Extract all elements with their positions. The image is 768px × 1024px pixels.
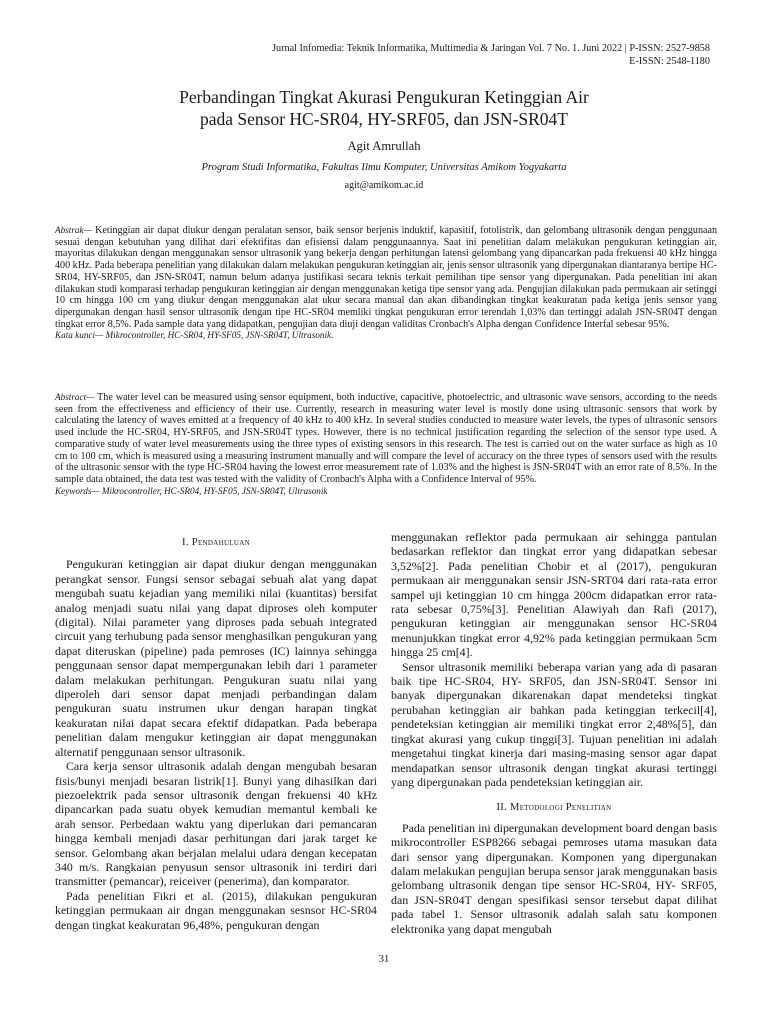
title-line-2: pada Sensor HC-SR04, HY-SRF05, dan JSN-SR04T: [199, 109, 568, 129]
keywords-label: Keywords—: [55, 485, 100, 496]
abstrak-paragraph: [55, 225, 717, 330]
author-affiliation: Program Studi Informatika, Fakultas Ilmu Komputer, Universitas Amikom Yogyakarta: [201, 162, 567, 173]
abstrak-label: Abstrak—: [55, 225, 92, 235]
journal-line-2: E-ISSN: 2548-1180: [629, 56, 710, 67]
kata-kunci-text: Mikrocontroller, HC-SR04, HY-SF05, JSN-SR04T, Ultrasonik.: [103, 330, 334, 341]
column-right: [391, 530, 717, 936]
paragraph-continued: menggunakan reflektor pada permukaan air sehingga pantulan bedasarkan reflektor dan tingkat error yang didapatkan sebesar 3,52%[2]. Pada penelitian Chobir et al (2017), pengukuran permukaan air menggunakan sensir JSN-SRT04 dari rata-rata error sampel uji ketinggian 10 cm hingga 200cm didapatkan error rata-rata sebesar 0,75%[3]. Penelitian Alawiyah dan Rafi (2017), pengukuran ketinggian air menggunakan sensor HC-SR04 menunjukkan tingkat error 4,92% pada ketinggian permukaan 5cm hingga 25 cm[4].: [391, 530, 717, 660]
abstract-paragraph: [55, 392, 717, 486]
paper-title: [0, 86, 768, 130]
abstract-block: [55, 392, 717, 497]
abstract-label: Abstract—: [55, 392, 95, 402]
paragraph: Pada penelitian ini dipergunakan development board dengan basis mikrocontroller ESP8266 sebagai pemroses utama masukan data dari sensor yang dipergunakan. Komponen yang dipergunakan dalam melakukan pengujian berupa sensor jarak menggunakan basis gelombang ultrasonik dengan tipe sensor HC-SR04, HY- SRF05, dan JSN-SR04T dengan spesifikasi sensor tersebut dapat dilihat pada tabel 1. Sensor ultrasonik adalah salah satu komponen elektronika yang dapat mengubah: [391, 820, 717, 936]
section-heading-pendahuluan: I. Pendahuluan: [182, 537, 250, 548]
author-name: Agit Amrullah: [347, 139, 421, 153]
journal-line-1: Jurnal Infomedia: Teknik Informatika, Multimedia & Jaringan Vol. 7 No. 1. Juni 2022 | P-ISSN: 2527-9858: [272, 43, 710, 54]
keywords-text: Mikrocontroller, HC-SR04, HY-SF05, JSN-SR04T, Ultrasonik: [99, 485, 328, 496]
paragraph: Cara kerja sensor ultrasonik adalah dengan mengubah besaran fisis/bunyi menjadi besaran listrik[1]. Bunyi yang dihasilkan dari piezoelektrik pada sensor ultrasonik dengan frekuensi 40 kHz dipancarkan pada suatu obyek kemudian memantul kembali ke arah sensor. Perbedaan waktu yang diperlukan dari pemancaran hingga kembali menjadi dasar perhitungan dari jarak target ke sensor. Gelombang akan berjalan melalui udara dengan kecepatan 340 m/s. Rangkaian penyusun sensor ultrasonik ini terdiri dari transmitter (pemancar), reiceiver (penerima), dan komparator.: [55, 759, 377, 889]
abstract-text: The water level can be measured using sensor equipment, both inductive, capacitive, photoelectric, and ultrasonic wave sensors, according to the needs seen from the effectiveness and efficiency of their use. Currently, research in measuring water level is mostly done using ultrasonic sensors that work by calculating the latency of waves emitted at a frequency of 40 kHz to 400 kHz. In several studies conducted to measure water levels, the types of ultrasonic sensors used include the HC-SR04, HY-SRF05, and JSN-SR04T types. However, there is no technical justification regarding the selection of the sensor type used. A comparative study of water level measurements using the three types of existing sensors in this research. The test is carried out on the water surface as high as 10 cm to 100 cm, which is measured using a measuring instrument manually and will compare the level of accuracy on the three types of sensors used with the results of the ultrasonic sensor with the type HC-SR04 having the lowest error measurement rate of 1.03% and the highest is JSN-SR04T with an error rate of 8.5%. In the sample data obtained, the data test was tested with the validity of Cronbach's Alpha with a Confidence Interval of 95%.: [55, 392, 717, 485]
abstrak-block: [55, 225, 717, 342]
paragraph: Sensor ultrasonik memiliki beberapa varian yang ada di pasaran baik tipe HC-SR04, HY- SRF05, dan JSN-SR04T. Sensor ini banyak dipergunakan dikarenakan dapat mendeteksi tingkat perubahan ketinggian air bahkan pada ketinggian terkecil[4], pendeteksian ketinggian air memiliki tingkat error 2,48%[5], dan tingkat akurasi yang cukup tinggi[3]. Tujuan penelitian ini adalah mengetahui tingkat kinerja dari masing-masing sensor agar dapat mendapatkan sensor ultrasonik dengan tingkat akurasi tertinggi yang dipergunakan pada pendeteksian ketinggian air.: [391, 659, 717, 789]
kata-kunci: [55, 330, 717, 342]
section-heading-metodologi: II. Metodologi Penelitian: [496, 802, 612, 814]
title-line-1: Perbandingan Tingkat Akurasi Pengukuran Ketinggian Air: [179, 87, 589, 107]
keywords: [55, 486, 717, 498]
column-left: [55, 536, 377, 932]
paragraph: Pengukuran ketinggian air dapat diukur dengan menggunakan perangkat sensor. Fungsi sensor sebagai sebuah alat yang dapat mengubah suatu kejadian yang memiliki nilai (kuantitas) bersifat analog menjadi suatu nilai yang dapat diproses oleh komputer (digital). Nilai parameter yang diproses pada sebuah integrated circuit yang terhubung pada sensor menghasilkan pengukuran yang dapat diteruskan (pipeline) pada pemroses (IC) lainnya sehingga penggunaan sensor dapat mempergunakan lebih dari 1 parameter dalam melakukan perhitungan. Pengukuran suatu nilai yang diperoleh dari sensor dapat menjadi perbandingan dalam pengukuran suatu instrumen ukur dengan harapan tingkat keakuratan nilai dapat secara efektif didapatkan. Pada beberapa penelitian dalam mengukur ketinggian air dapat menggunakan alternatif penggunaan sensor ultrasonik.: [55, 557, 377, 759]
kata-kunci-label: Kata kunci—: [55, 330, 104, 341]
journal-header: [272, 42, 710, 68]
abstrak-text: Ketinggian air dapat diukur dengan peralatan sensor, baik sensor berjenis induktif, kapasitif, fotolistrik, dan gelombang ultrasonik dengan penggunaan sesuai dengan kebutuhan yang dilihat dari efektifitas dan efisiensi dalam penggunaannya. Saat ini penelitian dalam melakukan pengukuran ketinggian air, mayoritas dilakukan dengan menggunakan sensor ultrasonik yang bekerja dengan perhitungan latensi gelombang yang dipancarkan pada frekuensi 40 kHz hingga 400 kHz. Pada beberapa penelitian yang dilakukan dalam melakukan pengukuran ketinggian air, jenis sensor ultrasonik yang dipergunakan diantaranya bertipe HC-SR04, HY-SRF05, dan JSN-SR04T, namun belum adanya justifikasi secara teknis terkait pemilihan tipe sensor yang dipergunakan. Pada penelitian ini akan dilakukan studi komparasi terhadap pengukuran ketinggian air dengan menggunakan ketiga tipe sensor yang ada. Pengujian dilakukan pada permukaan air setinggi 10 cm hingga 100 cm yang diukur dengan menggunakan alat ukur secara manual dan akan dibandingkan tingkat keakuratan pada ketiga jenis sensor yang dipergunakan dengan hasil sensor ultrasonik dengan tipe HC-SR04 memliki tingkat pengukuran error terendah 1,03% dan tertinggi adalah JSN-SR04T dengan tingkat error 8,5%. Pada sample data yang didapatkan, pengujian data diuji dengan validitas Cronbach's Alpha dengan Confidence Interfal sebesar 95%.: [55, 225, 717, 330]
paragraph: Pada penelitian Fikri et al. (2015), dilakukan pengukuran ketinggian permukaan air dngan menggunakan sesnsor HC-SR04 dengan tingkat keakuratan 96,48%, pengukuran dengan: [55, 888, 377, 932]
author-email: agit@amikom.ac.id: [344, 180, 424, 191]
page-number: 31: [378, 954, 390, 965]
